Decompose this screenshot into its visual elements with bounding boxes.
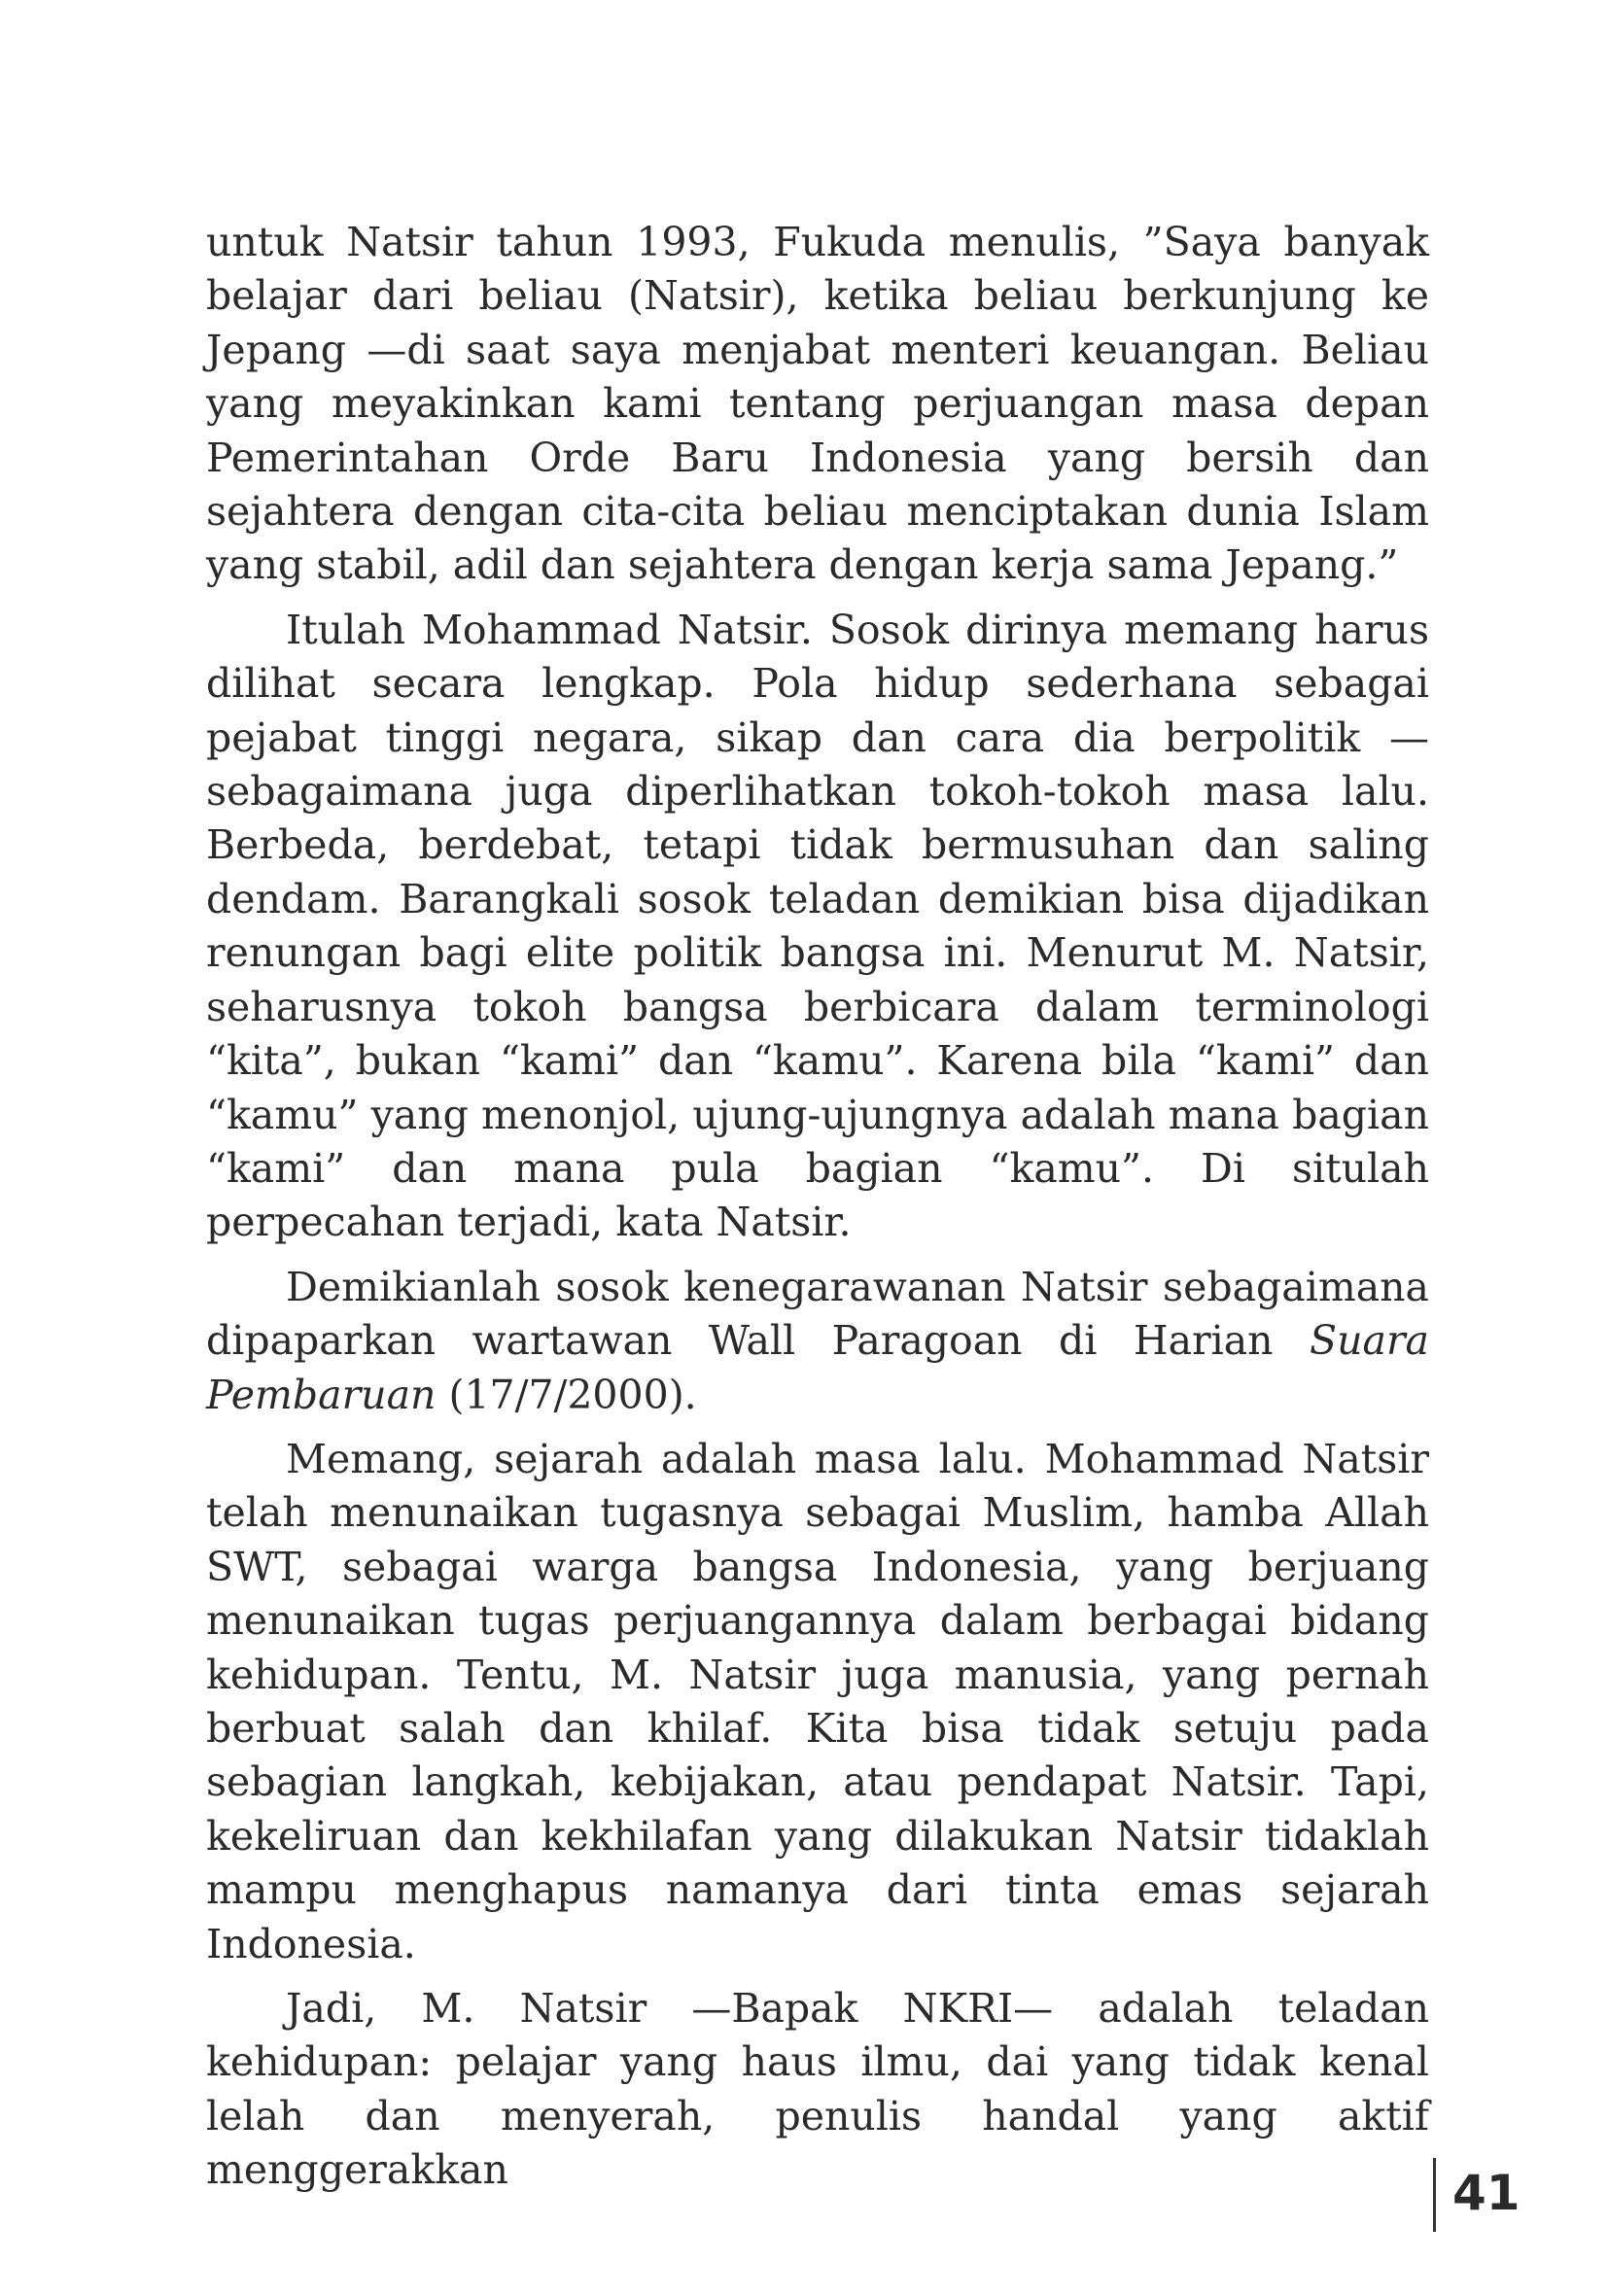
paragraph-4: Memang, sejarah adalah masa lalu. Mohammad Natsir telah menunaikan tugasnya sebagai Muslim, hamba Allah SWT, sebagai warga bangsa Indonesia, yang berjuang menunaikan tugas perjuangannya dalam berbagai bidang kehidupan. Tentu, M. Natsir juga manusia, yang pernah berbuat salah dan khilaf. Kita bisa tidak setuju pada sebagian langkah, kebijakan, atau pendapat Natsir. Tapi, kekeliruan dan kekhilafan yang dilakukan Natsir tidaklah mampu menghapus namanya dari tinta emas sejarah Indonesia. [206, 1435, 1429, 1967]
page-number: 41 [1452, 2165, 1521, 2221]
newspaper-title: Suara Pembaruan [206, 1317, 1429, 1418]
paragraph-3-text-before: Demikianlah sosok kenegarawanan Natsir sebagaimana dipaparkan wartawan Wall Paragoan di Harian [206, 1263, 1429, 1365]
page-number-divider [1433, 2158, 1436, 2232]
paragraph-3-text-after: (17/7/2000). [436, 1371, 697, 1418]
paragraph-2: Itulah Mohammad Natsir. Sosok dirinya memang harus dilihat secara lengkap. Pola hidup sederhana sebagai pejabat tinggi negara, sikap dan cara dia berpolitik —sebagaimana juga diperlihatkan tokoh-tokoh masa lalu. Berbeda, berdebat, tetapi tidak bermusuhan dan saling dendam. Barangkali sosok teladan demikian bisa dijadikan renungan bagi elite politik bangsa ini. Menurut M. Natsir, seharusnya tokoh bangsa berbicara dalam terminologi “kita”, bukan “kami” dan “kamu”. Karena bila “kami” dan “kamu” yang menonjol, ujung-ujungnya adalah mana bagian “kami” dan mana pula bagian “kamu”. Di situlah perpecahan terjadi, kata Natsir. [206, 606, 1429, 1246]
paragraph-1: untuk Natsir tahun 1993, Fukuda menulis, ”Saya banyak belajar dari beliau (Natsir), ketika beliau berkunjung ke Jepang —di saat saya menjabat menteri keuangan. Beliau yang meyakinkan kami tentang perjuangan masa depan Pemerintahan Orde Baru Indonesia yang bersih dan sejahtera dengan cita-cita beliau menciptakan dunia Islam yang stabil, adil dan sejahtera dengan kerja sama Jepang.” [206, 219, 1429, 589]
page-body [206, 216, 1429, 2209]
paragraph-3 [206, 1261, 1429, 1422]
paragraph-5: Jadi, M. Natsir —Bapak NKRI— adalah teladan kehidupan: pelajar yang haus ilmu, dai yang tidak kenal lelah dan menyerah, penulis handal yang aktif menggerakkan [206, 1985, 1429, 2194]
